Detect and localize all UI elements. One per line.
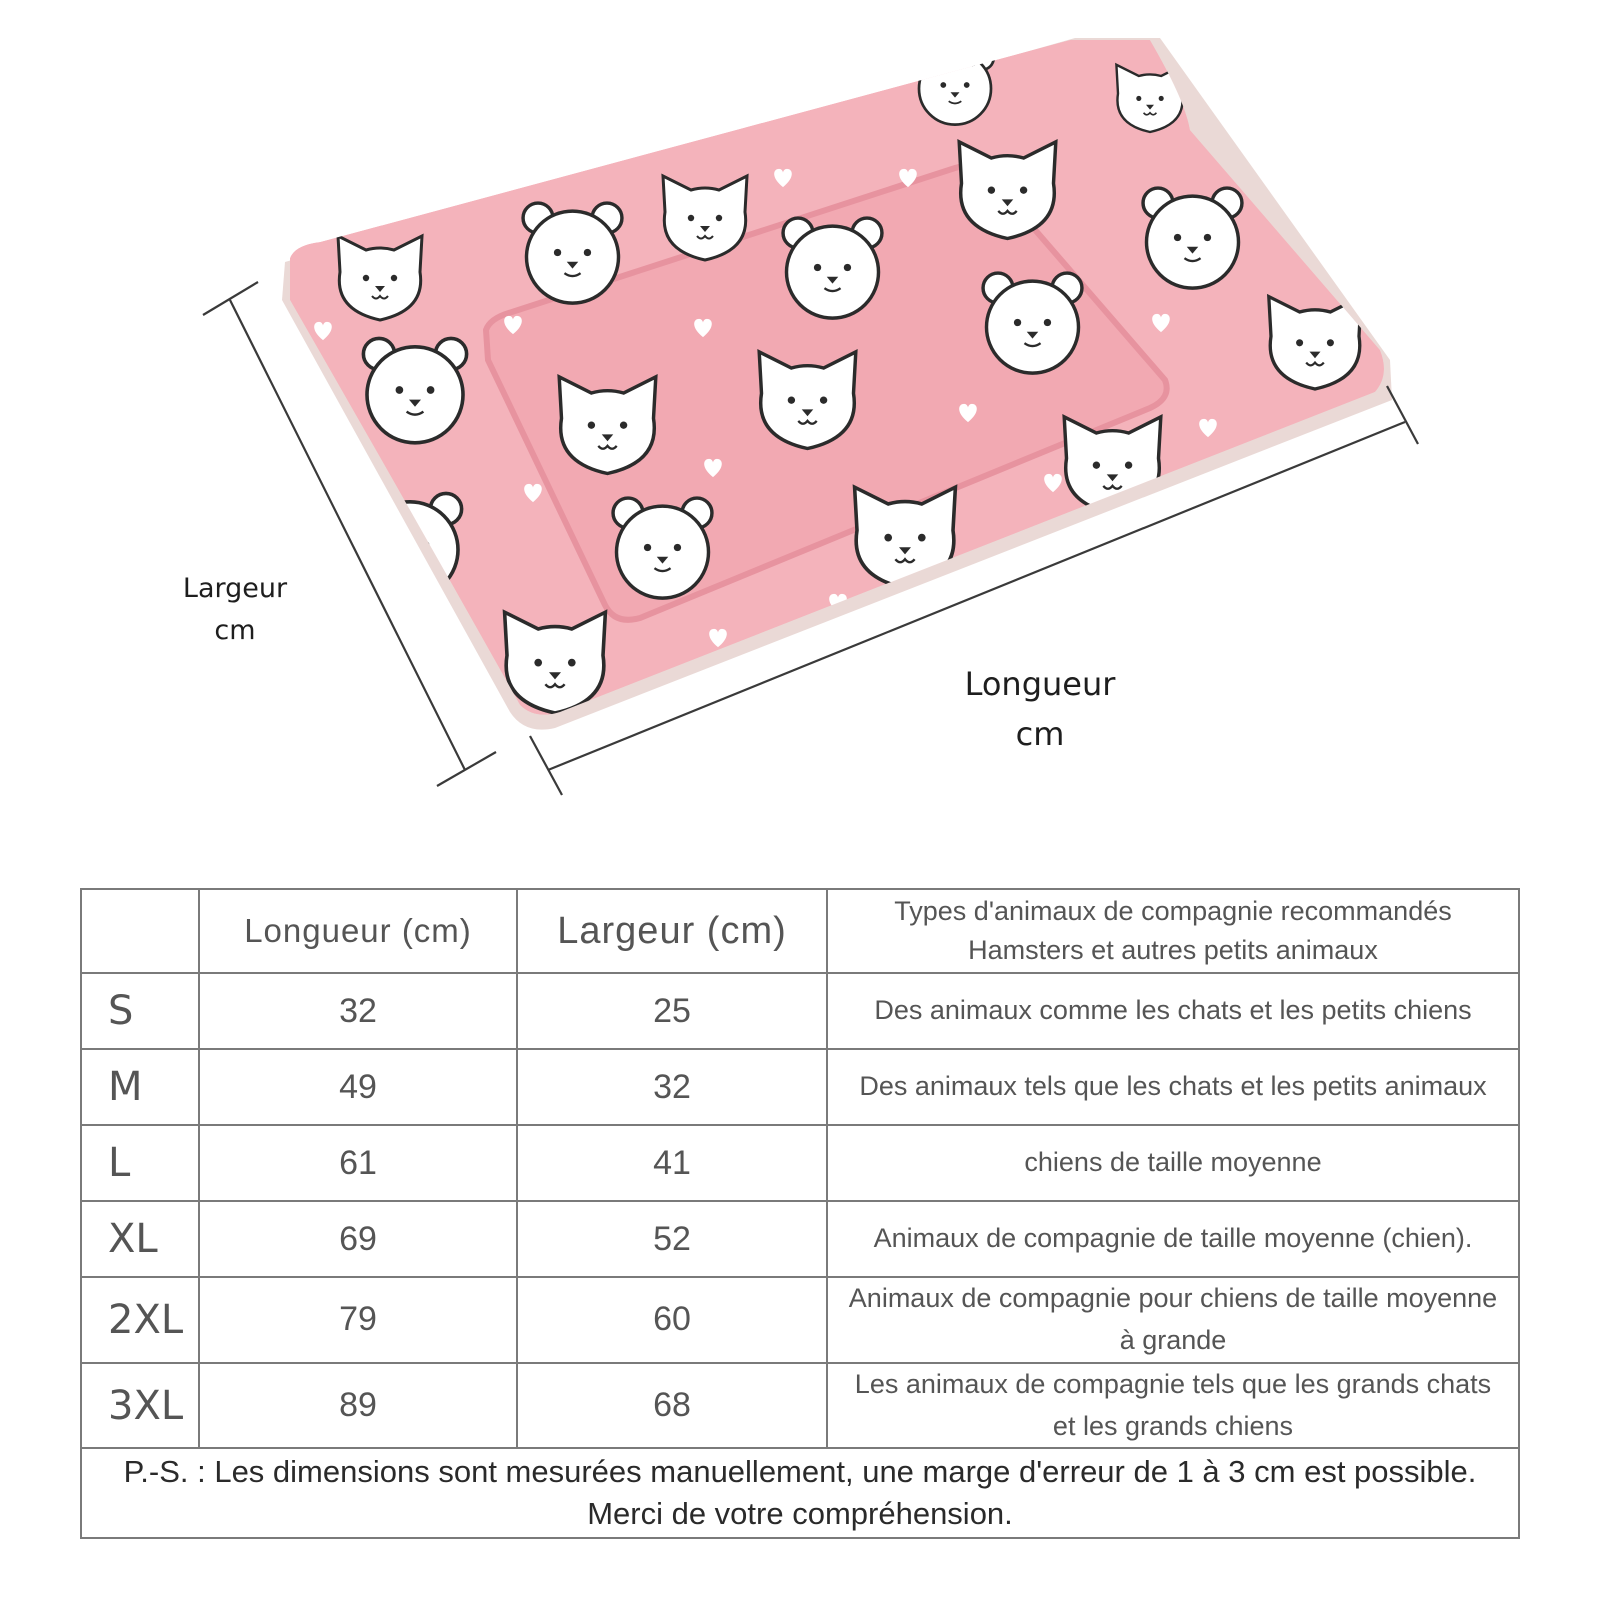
table-row: [81, 1049, 1519, 1125]
width-cell: 60: [517, 1277, 827, 1363]
length-cell: 61: [199, 1125, 517, 1201]
size-cell: XL: [81, 1201, 199, 1277]
width-cell: 68: [517, 1363, 827, 1449]
pets-cell: Animaux de compagnie de taille moyenne (chien).: [827, 1201, 1519, 1277]
length-cell: 79: [199, 1277, 517, 1363]
header-width: Largeur (cm): [517, 889, 827, 973]
size-cell: L: [81, 1125, 199, 1201]
size-cell: S: [81, 973, 199, 1049]
measurement-note: P.-S. : Les dimensions sont mesurées manuellement, une marge d'erreur de 1 à 3 cm est possible. Merci de votre compréhension.: [81, 1448, 1519, 1538]
header-pets-line2: Hamsters et autres petits animaux: [968, 935, 1378, 965]
table-note-row: [81, 1448, 1519, 1538]
table-row: [81, 1363, 1519, 1449]
size-chart-table: [80, 888, 1520, 1539]
length-label-text: Longueur: [964, 665, 1116, 703]
width-cell: 25: [517, 973, 827, 1049]
length-dimension-label: [940, 660, 1140, 759]
length-cell: 49: [199, 1049, 517, 1125]
size-cell: M: [81, 1049, 199, 1125]
size-cell: 2XL: [81, 1277, 199, 1363]
pets-cell: Les animaux de compagnie tels que les grands chats et les grands chiens: [827, 1363, 1519, 1449]
header-pets-line1: Types d'animaux de compagnie recommandés: [894, 895, 1452, 926]
width-cell: 41: [517, 1125, 827, 1201]
header-length: Longueur (cm): [199, 889, 517, 973]
pets-cell: Des animaux tels que les chats et les petits animaux: [827, 1049, 1519, 1125]
table-row: [81, 1125, 1519, 1201]
length-label-unit: cm: [1015, 714, 1065, 753]
table-header-row: [81, 889, 1519, 973]
table-row: [81, 1277, 1519, 1363]
width-cell: 52: [517, 1201, 827, 1277]
width-label-unit: cm: [214, 614, 256, 646]
pets-cell: Des animaux comme les chats et les petits chiens: [827, 973, 1519, 1049]
length-cell: 69: [199, 1201, 517, 1277]
size-cell: 3XL: [81, 1363, 199, 1449]
pets-cell: chiens de taille moyenne: [827, 1125, 1519, 1201]
table-row: [81, 1201, 1519, 1277]
pets-cell: Animaux de compagnie pour chiens de taille moyenne à grande: [827, 1277, 1519, 1363]
width-label-text: Largeur: [182, 573, 288, 604]
length-cell: 32: [199, 973, 517, 1049]
header-recommended-pets: [827, 889, 1519, 973]
length-cell: 89: [199, 1363, 517, 1449]
table-row: [81, 973, 1519, 1049]
width-cell: 32: [517, 1049, 827, 1125]
width-dimension-label: [150, 568, 320, 652]
header-size: [81, 889, 199, 973]
